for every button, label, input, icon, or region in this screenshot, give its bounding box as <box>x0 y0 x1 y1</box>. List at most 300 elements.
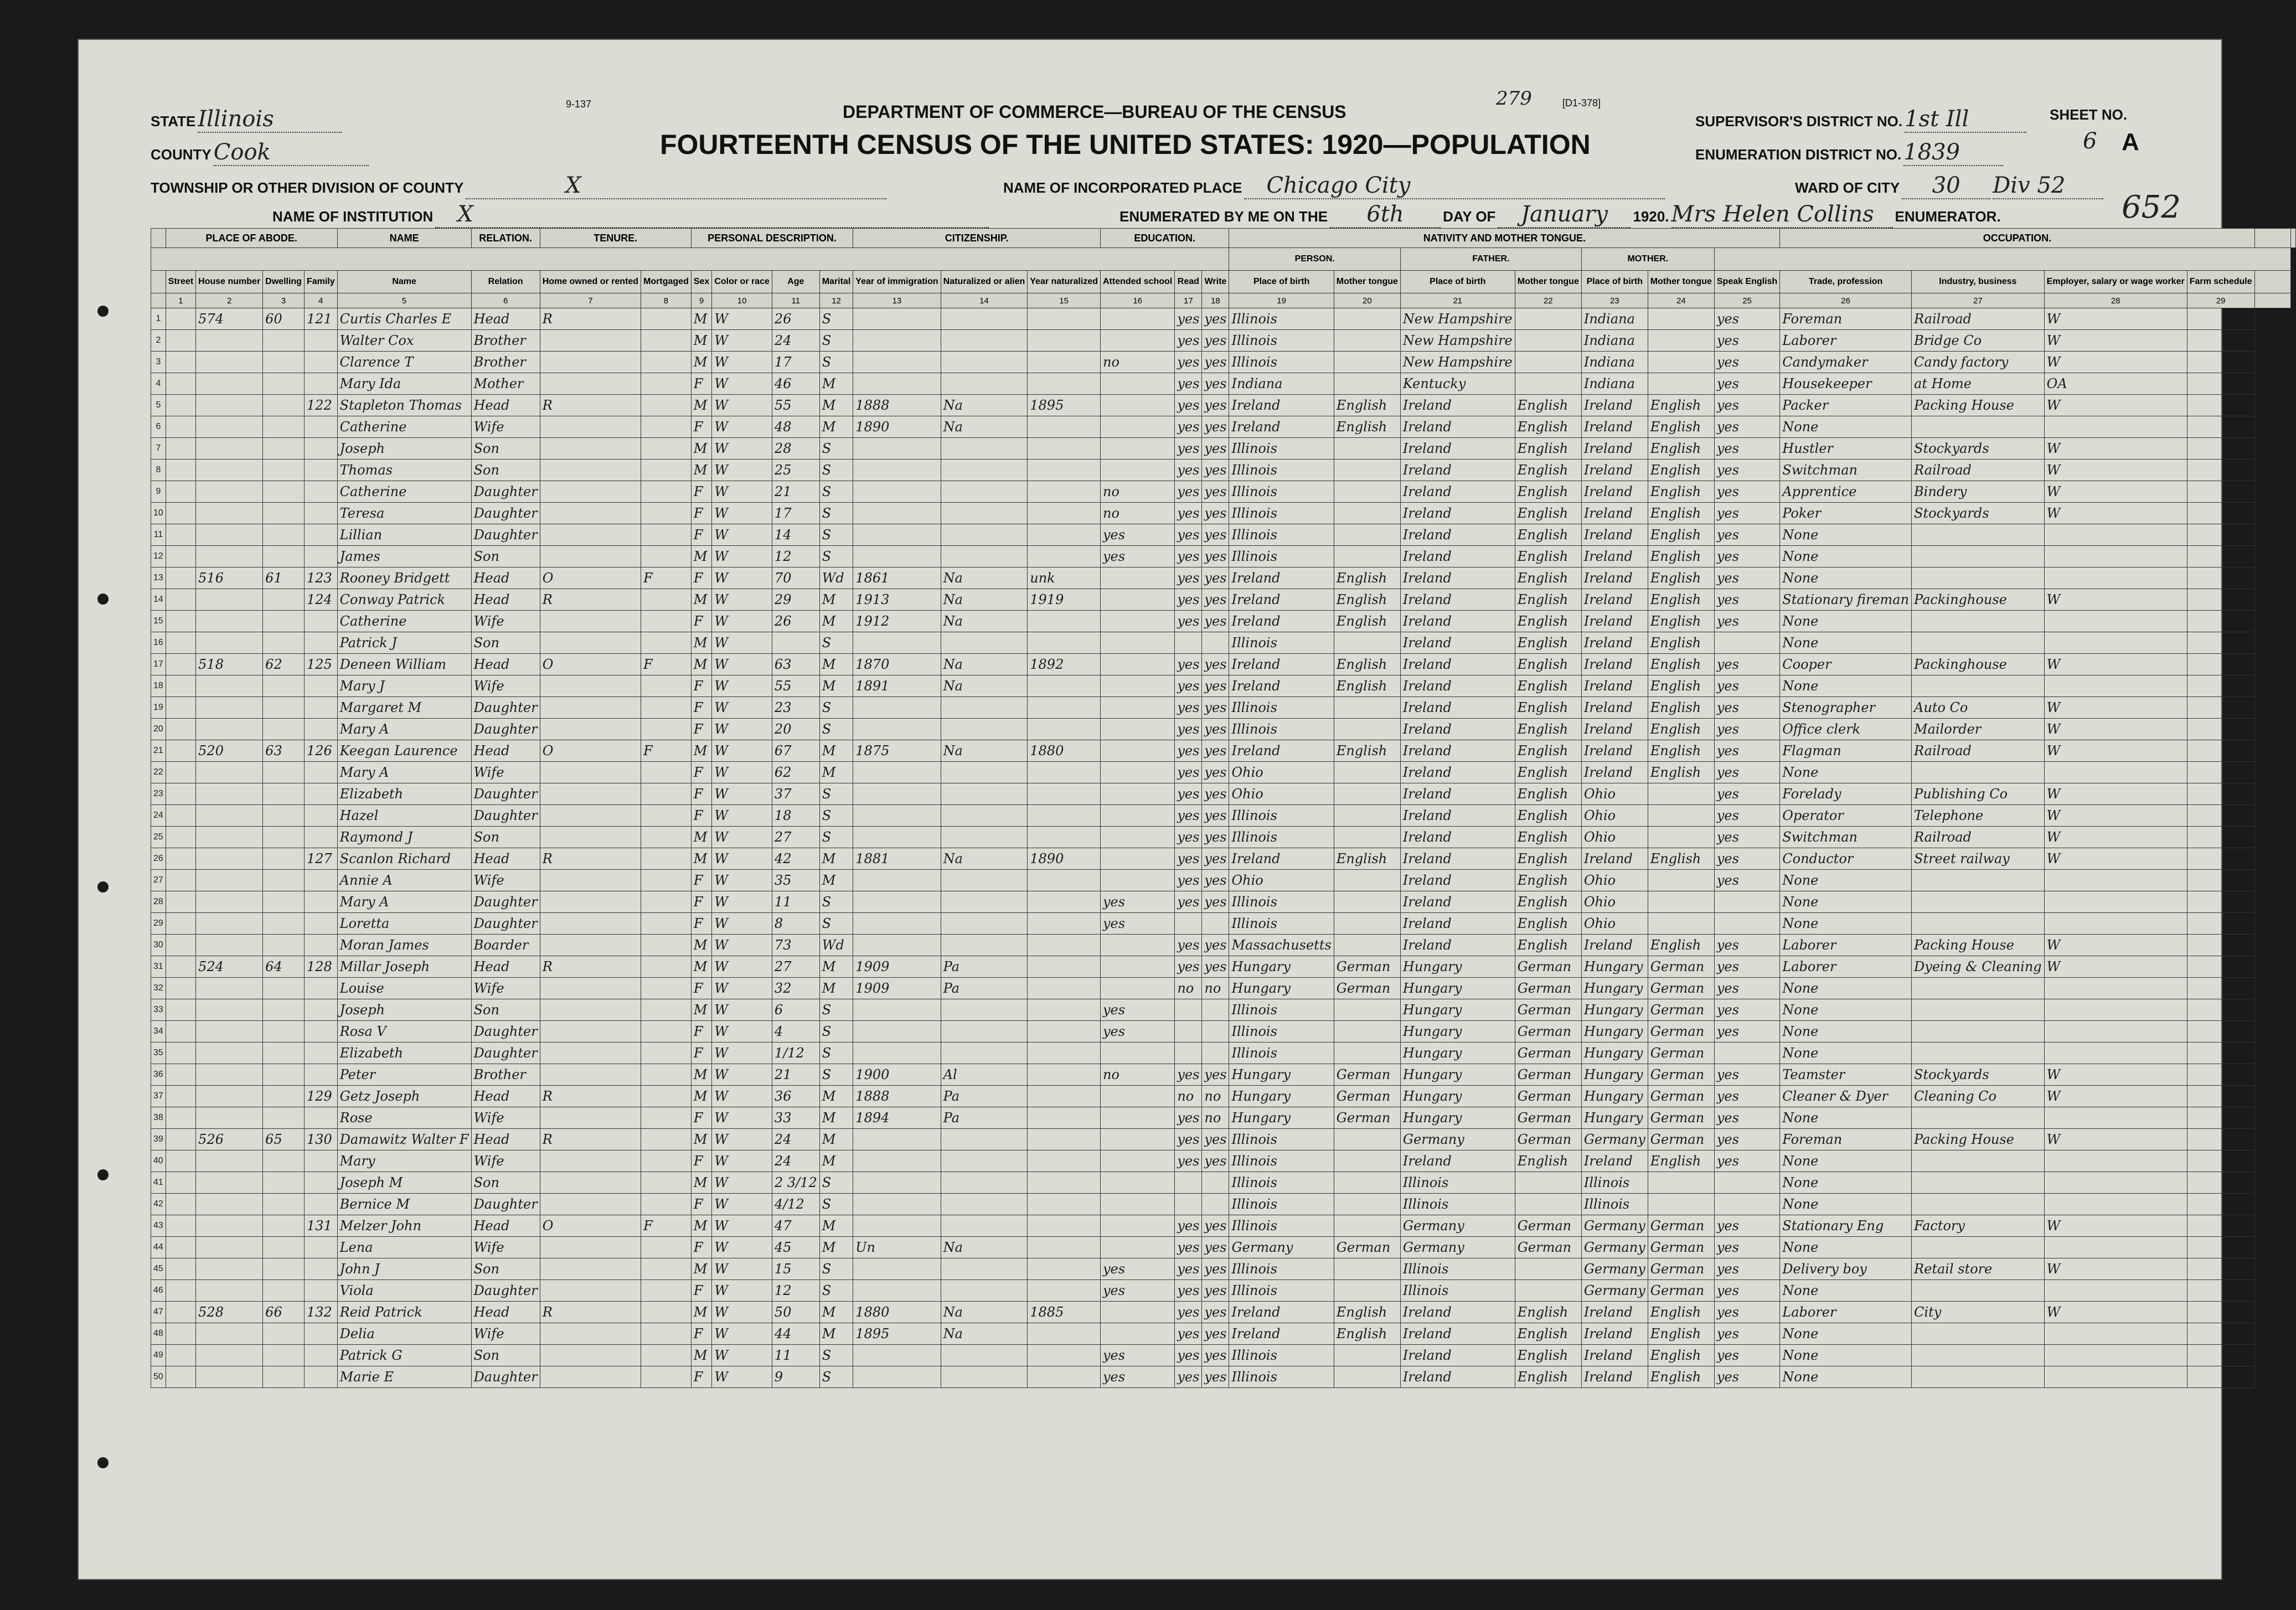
cell-mpob: Ireland <box>1581 1345 1648 1366</box>
cell-industry: Retail store <box>1912 1258 2045 1280</box>
cell-ftongue: German <box>1515 978 1581 999</box>
cell-age: 48 <box>772 416 819 438</box>
cell-read: yes <box>1175 308 1202 330</box>
cell-age: 12 <box>772 1280 819 1302</box>
cell-english: yes <box>1714 1064 1779 1086</box>
cell-trade: None <box>1780 567 1912 589</box>
sheet-label: SHEET NO. <box>2050 106 2128 123</box>
form-code: [D1-378] <box>1562 97 1601 109</box>
cell-english: yes <box>1714 330 1779 352</box>
cell-race: W <box>712 740 772 762</box>
cell-fpob: Ireland <box>1400 935 1515 956</box>
cell-farm <box>2187 697 2254 719</box>
cell-fpob: Germany <box>1400 1215 1515 1237</box>
cell-english: yes <box>1714 1107 1779 1129</box>
cell-street <box>166 999 195 1021</box>
cell-mtongue: English <box>1648 719 1714 740</box>
cell-farm <box>2187 1129 2254 1150</box>
line-number: 44 <box>151 1237 166 1258</box>
cell-mtongue: English <box>1648 632 1714 654</box>
cell-farm <box>2187 935 2254 956</box>
cell-farm <box>2187 1345 2254 1366</box>
cell-sex: M <box>691 395 711 416</box>
cell-school <box>1100 740 1174 762</box>
line-number: 19 <box>151 697 166 719</box>
cell-emp <box>2044 1150 2187 1172</box>
cell-school <box>1100 1043 1174 1064</box>
cell-tongue: German <box>1334 956 1400 978</box>
cell-industry: Packing House <box>1912 395 2045 416</box>
cell-name: Joseph <box>337 999 471 1021</box>
cell-write: yes <box>1202 416 1229 438</box>
cell-school <box>1100 1086 1174 1107</box>
cell-marital: S <box>819 1366 853 1388</box>
cell-tongue <box>1334 1172 1400 1194</box>
cell-mtongue <box>1648 352 1714 373</box>
cell-tenure: R <box>540 589 641 611</box>
cell-read: yes <box>1175 1302 1202 1323</box>
cell-tongue <box>1334 438 1400 460</box>
cell-tongue <box>1334 1129 1400 1150</box>
cell-mtongue: English <box>1648 675 1714 697</box>
cell-relation: Daughter <box>471 697 540 719</box>
cell-write: no <box>1202 1086 1229 1107</box>
cell-fpob: Ireland <box>1400 1150 1515 1172</box>
cell-emp <box>2044 1021 2187 1043</box>
cell-family <box>304 1280 337 1302</box>
cell-tongue: German <box>1334 1237 1400 1258</box>
supervisor-value: 1st Ill <box>1905 106 2026 133</box>
column-header: Age <box>772 271 819 293</box>
cell-street <box>166 308 195 330</box>
cell-natyr <box>1028 1150 1101 1172</box>
cell-tenure <box>540 1064 641 1086</box>
table-row <box>151 827 2296 848</box>
line-number: 32 <box>151 978 166 999</box>
cell-marital: S <box>819 891 853 913</box>
cell-race: W <box>712 913 772 935</box>
table-row <box>151 1150 2296 1172</box>
column-header: Mother tongue <box>1334 271 1400 293</box>
cell-mortgage <box>641 956 692 978</box>
cell-relation: Daughter <box>471 783 540 805</box>
margin-code <box>2254 913 2291 935</box>
cell-read: yes <box>1175 783 1202 805</box>
cell-race: W <box>712 1258 772 1280</box>
cell-mtongue: English <box>1648 697 1714 719</box>
cell-street <box>166 740 195 762</box>
cell-race: W <box>712 827 772 848</box>
cell-race: W <box>712 1150 772 1172</box>
cell-sex: M <box>691 1302 711 1323</box>
cell-fpob: Ireland <box>1400 546 1515 567</box>
cell-mpob: Ohio <box>1581 870 1648 891</box>
ward-field <box>1795 173 2103 199</box>
line-number: 43 <box>151 1215 166 1237</box>
cell-race: W <box>712 632 772 654</box>
state-label: STATE <box>151 113 196 130</box>
cell-immig <box>853 870 941 891</box>
column-number: 4 <box>304 293 337 308</box>
cell-house <box>196 1237 263 1258</box>
cell-mpob: Ireland <box>1581 848 1648 870</box>
cell-age: 26 <box>772 611 819 632</box>
cell-mtongue: German <box>1648 1107 1714 1129</box>
cell-name: Viola <box>337 1280 471 1302</box>
cell-name: Stapleton Thomas <box>337 395 471 416</box>
cell-english: yes <box>1714 999 1779 1021</box>
cell-tongue <box>1334 330 1400 352</box>
cell-ftongue: English <box>1515 740 1581 762</box>
cell-write: yes <box>1202 956 1229 978</box>
cell-ftongue: English <box>1515 848 1581 870</box>
cell-marital: S <box>819 524 853 546</box>
cell-nat <box>941 460 1028 481</box>
cell-age: 24 <box>772 1150 819 1172</box>
margin-code <box>2254 611 2291 632</box>
cell-sex: M <box>691 546 711 567</box>
cell-immig <box>853 524 941 546</box>
cell-emp <box>2044 611 2187 632</box>
cell-immig <box>853 481 941 503</box>
cell-nat <box>941 481 1028 503</box>
county-field <box>151 140 369 166</box>
cell-tenure: R <box>540 956 641 978</box>
cell-race: W <box>712 1280 772 1302</box>
cell-dwelling <box>263 330 305 352</box>
cell-nat <box>941 1258 1028 1280</box>
cell-sex: F <box>691 675 711 697</box>
cell-industry <box>1912 1150 2045 1172</box>
column-number: 9 <box>691 293 711 308</box>
cell-mtongue: German <box>1648 1215 1714 1237</box>
cell-farm <box>2187 632 2254 654</box>
cell-tongue: English <box>1334 589 1400 611</box>
cell-fpob: Germany <box>1400 1237 1515 1258</box>
cell-farm <box>2187 913 2254 935</box>
cell-pob: Illinois <box>1229 805 1334 827</box>
cell-age: 29 <box>772 589 819 611</box>
cell-house <box>196 1323 263 1345</box>
institution-value: X <box>435 202 989 228</box>
cell-natyr <box>1028 1043 1101 1064</box>
column-header: Naturalized or alien <box>941 271 1028 293</box>
table-row <box>151 438 2296 460</box>
cell-mortgage: F <box>641 567 692 589</box>
cell-ftongue <box>1515 1194 1581 1215</box>
cell-nat <box>941 762 1028 783</box>
cell-natyr <box>1028 1366 1101 1388</box>
cell-industry: City <box>1912 1302 2045 1323</box>
census-title: FOURTEENTH CENSUS OF THE UNITED STATES: 1920—POPULATION <box>660 129 1591 160</box>
cell-immig: 1870 <box>853 654 941 675</box>
incorporated-value: Chicago City <box>1244 173 1665 199</box>
table-row <box>151 395 2296 416</box>
cell-natyr <box>1028 1280 1101 1302</box>
cell-school <box>1100 935 1174 956</box>
cell-natyr <box>1028 1172 1101 1194</box>
cell-street <box>166 891 195 913</box>
cell-immig: 1912 <box>853 611 941 632</box>
cell-tenure <box>540 546 641 567</box>
cell-sex: M <box>691 935 711 956</box>
cell-pob: Illinois <box>1229 632 1334 654</box>
cell-tongue <box>1334 1366 1400 1388</box>
cell-natyr <box>1028 352 1101 373</box>
cell-street <box>166 675 195 697</box>
cell-sex: M <box>691 1064 711 1086</box>
cell-emp <box>2044 524 2187 546</box>
cell-mortgage <box>641 891 692 913</box>
cell-english: yes <box>1714 308 1779 330</box>
cell-tongue <box>1334 524 1400 546</box>
cell-read: yes <box>1175 1345 1202 1366</box>
margin-code <box>2254 1172 2291 1194</box>
cell-ftongue: English <box>1515 675 1581 697</box>
margin-code-header <box>2254 271 2291 293</box>
cell-emp: W <box>2044 1064 2187 1086</box>
cell-tenure <box>540 1280 641 1302</box>
cell-natyr <box>1028 460 1101 481</box>
cell-house <box>196 978 263 999</box>
cell-immig: 1890 <box>853 416 941 438</box>
cell-mtongue: English <box>1648 1302 1714 1323</box>
cell-street <box>166 1323 195 1345</box>
cell-ftongue: English <box>1515 783 1581 805</box>
margin-code <box>2254 675 2291 697</box>
column-number: 20 <box>1334 293 1400 308</box>
cell-industry <box>1912 870 2045 891</box>
cell-sex: F <box>691 697 711 719</box>
cell-tongue <box>1334 1280 1400 1302</box>
cell-tongue <box>1334 481 1400 503</box>
cell-industry <box>1912 1280 2045 1302</box>
cell-house <box>196 783 263 805</box>
cell-age: 12 <box>772 546 819 567</box>
cell-house <box>196 330 263 352</box>
cell-tenure: R <box>540 848 641 870</box>
cell-tenure <box>540 1366 641 1388</box>
margin-code: 152 <box>2257 654 2289 674</box>
cell-write: yes <box>1202 1064 1229 1086</box>
cell-house <box>196 1194 263 1215</box>
cell-school: no <box>1100 503 1174 524</box>
cell-marital: S <box>819 805 853 827</box>
cell-natyr <box>1028 675 1101 697</box>
cell-sex: F <box>691 373 711 395</box>
cell-ftongue: German <box>1515 1064 1581 1086</box>
cell-immig <box>853 1194 941 1215</box>
cell-race: W <box>712 438 772 460</box>
cell-fpob: New Hampshire <box>1400 330 1515 352</box>
column-number: 26 <box>1780 293 1912 308</box>
cell-pob: Illinois <box>1229 719 1334 740</box>
column-number: 12 <box>819 293 853 308</box>
line-number: 8 <box>151 460 166 481</box>
cell-fpob: Ireland <box>1400 481 1515 503</box>
cell-read: yes <box>1175 740 1202 762</box>
cell-immig <box>853 719 941 740</box>
cell-mortgage <box>641 395 692 416</box>
cell-emp <box>2044 1107 2187 1129</box>
cell-house <box>196 891 263 913</box>
cell-nat: Na <box>941 567 1028 589</box>
cell-farm <box>2187 460 2254 481</box>
cell-fpob: Hungary <box>1400 999 1515 1021</box>
cell-relation: Son <box>471 1172 540 1194</box>
cell-school <box>1100 567 1174 589</box>
line-number: 3 <box>151 352 166 373</box>
cell-write <box>1202 999 1229 1021</box>
cell-read: yes <box>1175 481 1202 503</box>
cell-mtongue: English <box>1648 935 1714 956</box>
line-number: 25 <box>151 827 166 848</box>
cell-school <box>1100 438 1174 460</box>
column-number: 19 <box>1229 293 1334 308</box>
cell-write: yes <box>1202 1280 1229 1302</box>
line-number: 1 <box>151 308 166 330</box>
cell-marital: S <box>819 827 853 848</box>
cell-english: yes <box>1714 1237 1779 1258</box>
cell-sex: F <box>691 524 711 546</box>
cell-industry <box>1912 1107 2045 1129</box>
cell-ftongue <box>1515 1280 1581 1302</box>
cell-school <box>1100 783 1174 805</box>
cell-tongue: English <box>1334 1302 1400 1323</box>
line-number-header <box>151 293 166 308</box>
cell-ftongue: English <box>1515 827 1581 848</box>
cell-fpob: Ireland <box>1400 503 1515 524</box>
cell-english <box>1714 1172 1779 1194</box>
cell-tenure <box>540 913 641 935</box>
cell-tongue <box>1334 1150 1400 1172</box>
cell-race: W <box>712 891 772 913</box>
line-number: 27 <box>151 870 166 891</box>
group-header: RELATION. <box>471 229 540 248</box>
cell-emp <box>2044 546 2187 567</box>
margin-code: 621 <box>2257 331 2289 350</box>
cell-nat <box>941 1366 1028 1388</box>
cell-dwelling <box>263 1323 305 1345</box>
cell-family: 130 <box>304 1129 337 1150</box>
cell-industry <box>1912 675 2045 697</box>
cell-name: Patrick G <box>337 1345 471 1366</box>
cell-industry: Bindery <box>1912 481 2045 503</box>
cell-fpob: Ireland <box>1400 524 1515 546</box>
cell-emp: W <box>2044 783 2187 805</box>
column-header: Place of birth <box>1400 271 1515 293</box>
cell-street <box>166 481 195 503</box>
cell-natyr <box>1028 891 1101 913</box>
cell-house: 524 <box>196 956 263 978</box>
cell-fpob: New Hampshire <box>1400 352 1515 373</box>
cell-dwelling <box>263 827 305 848</box>
cell-dwelling <box>263 783 305 805</box>
cell-mtongue <box>1648 308 1714 330</box>
cell-industry <box>1912 891 2045 913</box>
cell-ftongue: English <box>1515 870 1581 891</box>
cell-natyr <box>1028 438 1101 460</box>
column-number: 3 <box>263 293 305 308</box>
cell-mortgage <box>641 783 692 805</box>
cell-fpob: Hungary <box>1400 1043 1515 1064</box>
cell-marital: M <box>819 848 853 870</box>
table-row <box>151 956 2296 978</box>
cell-age: 62 <box>772 762 819 783</box>
cell-nat <box>941 935 1028 956</box>
cell-age: 44 <box>772 1323 819 1345</box>
cell-ftongue <box>1515 330 1581 352</box>
cell-tenure <box>540 675 641 697</box>
enumerator-label: ENUMERATOR. <box>1895 208 2001 225</box>
cell-dwelling <box>263 352 305 373</box>
cell-age: 15 <box>772 1258 819 1280</box>
margin-code: 970 <box>2257 1086 2289 1106</box>
cell-age: 24 <box>772 330 819 352</box>
cell-nat <box>941 524 1028 546</box>
cell-relation: Wife <box>471 1107 540 1129</box>
cell-industry <box>1912 1021 2045 1043</box>
cell-natyr <box>1028 999 1101 1021</box>
cell-fpob: Ireland <box>1400 1345 1515 1366</box>
cell-relation: Wife <box>471 416 540 438</box>
cell-family: 124 <box>304 589 337 611</box>
cell-write: yes <box>1202 308 1229 330</box>
cell-race: W <box>712 1345 772 1366</box>
cell-school <box>1100 675 1174 697</box>
nativity-subheader: PERSON. <box>1229 248 1400 271</box>
cell-mortgage <box>641 935 692 956</box>
cell-street <box>166 956 195 978</box>
cell-immig <box>853 308 941 330</box>
cell-marital: S <box>819 999 853 1021</box>
column-number: 23 <box>1581 293 1648 308</box>
cell-pob: Illinois <box>1229 1043 1334 1064</box>
cell-relation: Brother <box>471 330 540 352</box>
cell-ftongue: German <box>1515 1237 1581 1258</box>
cell-immig: 1875 <box>853 740 941 762</box>
cell-english: yes <box>1714 762 1779 783</box>
cell-ftongue: English <box>1515 1323 1581 1345</box>
cell-write: yes <box>1202 1237 1229 1258</box>
cell-farm <box>2187 1215 2254 1237</box>
cell-name: Lena <box>337 1237 471 1258</box>
line-number: 48 <box>151 1323 166 1345</box>
cell-emp <box>2044 978 2187 999</box>
column-header: Relation <box>471 271 540 293</box>
cell-industry: Factory <box>1912 1215 2045 1237</box>
cell-dwelling <box>263 675 305 697</box>
cell-street <box>166 827 195 848</box>
cell-name: Catherine <box>337 611 471 632</box>
cell-read: yes <box>1175 654 1202 675</box>
cell-fpob: Ireland <box>1400 416 1515 438</box>
cell-marital: M <box>819 589 853 611</box>
cell-mortgage <box>641 524 692 546</box>
cell-house: 516 <box>196 567 263 589</box>
cell-pob: Illinois <box>1229 891 1334 913</box>
cell-street <box>166 352 195 373</box>
cell-name: Moran James <box>337 935 471 956</box>
cell-mpob: Illinois <box>1581 1172 1648 1194</box>
cell-mortgage <box>641 1237 692 1258</box>
cell-emp <box>2044 999 2187 1021</box>
cell-immig: 1895 <box>853 1323 941 1345</box>
cell-ftongue: English <box>1515 546 1581 567</box>
cell-fpob: Ireland <box>1400 697 1515 719</box>
column-number: 25 <box>1714 293 1779 308</box>
group-header: NAME <box>337 229 471 248</box>
